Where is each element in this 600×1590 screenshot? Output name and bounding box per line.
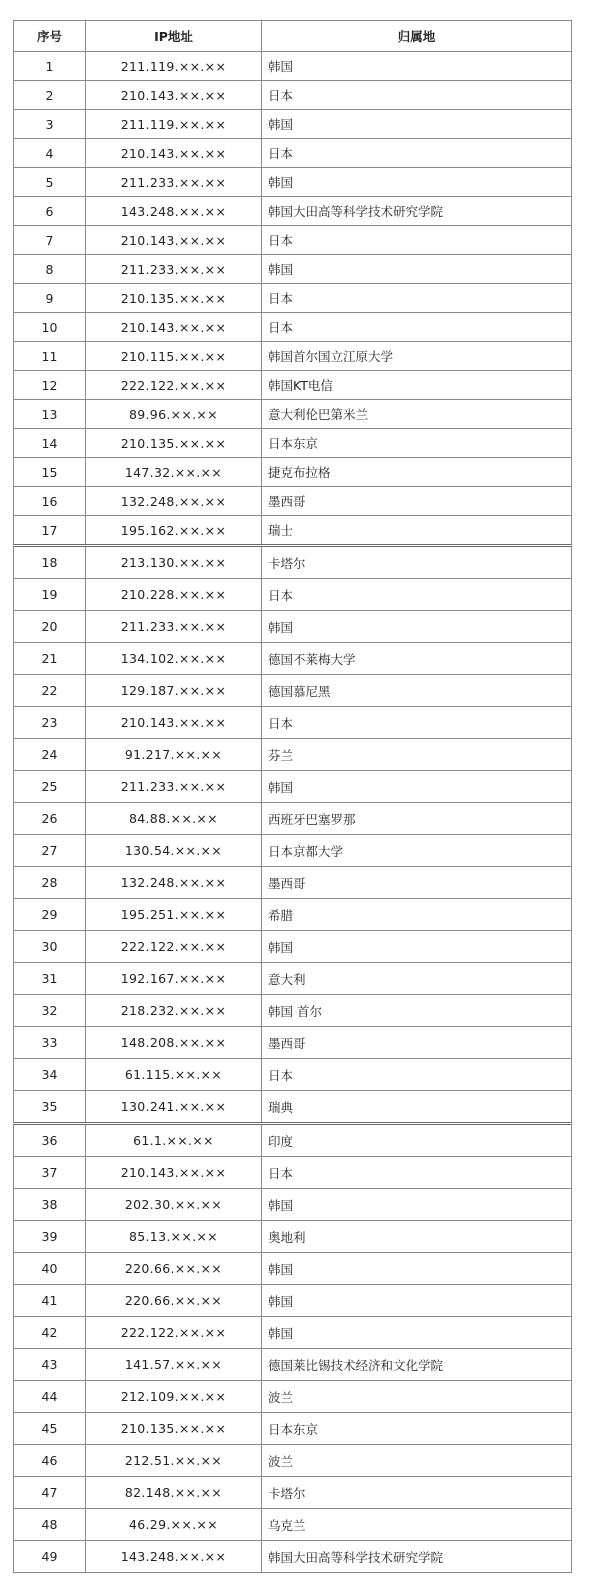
row-location: 印度 <box>262 1124 572 1157</box>
table-row <box>14 1285 572 1317</box>
header-row <box>14 21 572 52</box>
row-ip-address: 192.167.××.×× <box>86 963 262 995</box>
table-row <box>14 429 572 458</box>
row-location: 奥地利 <box>262 1221 572 1253</box>
row-serial-number: 1 <box>14 52 86 81</box>
table-row <box>14 739 572 771</box>
row-ip-address: 211.119.××.×× <box>86 52 262 81</box>
table-row <box>14 255 572 284</box>
table-row <box>14 1157 572 1189</box>
row-serial-number: 28 <box>14 867 86 899</box>
row-ip-address: 210.135.××.×× <box>86 284 262 313</box>
table-row <box>14 931 572 963</box>
table-row <box>14 707 572 739</box>
row-serial-number: 9 <box>14 284 86 313</box>
row-serial-number: 37 <box>14 1157 86 1189</box>
row-serial-number: 20 <box>14 611 86 643</box>
row-ip-address: 212.51.××.×× <box>86 1445 262 1477</box>
row-serial-number: 32 <box>14 995 86 1027</box>
row-ip-address: 46.29.××.×× <box>86 1509 262 1541</box>
row-location: 芬兰 <box>262 739 572 771</box>
row-serial-number: 38 <box>14 1189 86 1221</box>
row-ip-address: 84.88.××.×× <box>86 803 262 835</box>
header-location: 归属地 <box>262 21 572 52</box>
row-location: 瑞典 <box>262 1091 572 1124</box>
table-row <box>14 1509 572 1541</box>
row-serial-number: 45 <box>14 1413 86 1445</box>
row-ip-address: 147.32.××.×× <box>86 458 262 487</box>
table-row <box>14 611 572 643</box>
row-location: 日本京都大学 <box>262 835 572 867</box>
row-ip-address: 210.143.××.×× <box>86 226 262 255</box>
row-ip-address: 210.135.××.×× <box>86 429 262 458</box>
row-ip-address: 130.241.××.×× <box>86 1091 262 1124</box>
table-row <box>14 1541 572 1573</box>
row-location: 韩国 <box>262 931 572 963</box>
row-serial-number: 6 <box>14 197 86 226</box>
row-location: 希腊 <box>262 899 572 931</box>
row-ip-address: 132.248.××.×× <box>86 867 262 899</box>
row-ip-address: 134.102.××.×× <box>86 643 262 675</box>
row-location: 墨西哥 <box>262 867 572 899</box>
table-row <box>14 400 572 429</box>
row-serial-number: 34 <box>14 1059 86 1091</box>
row-serial-number: 12 <box>14 371 86 400</box>
row-serial-number: 39 <box>14 1221 86 1253</box>
row-serial-number: 41 <box>14 1285 86 1317</box>
row-location: 乌克兰 <box>262 1509 572 1541</box>
table-row <box>14 899 572 931</box>
table-row <box>14 1381 572 1413</box>
row-location: 韩国 <box>262 1253 572 1285</box>
row-location: 捷克布拉格 <box>262 458 572 487</box>
row-location: 日本 <box>262 579 572 611</box>
row-location: 日本 <box>262 1157 572 1189</box>
row-location: 德国慕尼黑 <box>262 675 572 707</box>
table-header <box>14 21 572 52</box>
row-serial-number: 26 <box>14 803 86 835</box>
row-location: 日本 <box>262 707 572 739</box>
table-row <box>14 1445 572 1477</box>
row-location: 西班牙巴塞罗那 <box>262 803 572 835</box>
row-location: 意大利 <box>262 963 572 995</box>
row-serial-number: 43 <box>14 1349 86 1381</box>
row-ip-address: 61.115.××.×× <box>86 1059 262 1091</box>
row-ip-address: 210.143.××.×× <box>86 81 262 110</box>
row-ip-address: 61.1.××.×× <box>86 1124 262 1157</box>
table-row <box>14 1027 572 1059</box>
row-ip-address: 143.248.××.×× <box>86 197 262 226</box>
row-serial-number: 36 <box>14 1124 86 1157</box>
row-location: 韩国 <box>262 771 572 803</box>
row-serial-number: 13 <box>14 400 86 429</box>
row-serial-number: 24 <box>14 739 86 771</box>
table-row <box>14 342 572 371</box>
row-ip-address: 89.96.××.×× <box>86 400 262 429</box>
row-location: 德国莱比锡技术经济和文化学院 <box>262 1349 572 1381</box>
table-row <box>14 1413 572 1445</box>
row-location: 韩国大田高等科学技术研究学院 <box>262 197 572 226</box>
row-ip-address: 141.57.××.×× <box>86 1349 262 1381</box>
row-serial-number: 15 <box>14 458 86 487</box>
row-serial-number: 49 <box>14 1541 86 1573</box>
row-serial-number: 5 <box>14 168 86 197</box>
table-row <box>14 803 572 835</box>
row-location: 韩国大田高等科学技术研究学院 <box>262 1541 572 1573</box>
row-ip-address: 222.122.××.×× <box>86 1317 262 1349</box>
row-location: 韩国 <box>262 168 572 197</box>
table-row <box>14 675 572 707</box>
row-location: 日本 <box>262 284 572 313</box>
row-serial-number: 4 <box>14 139 86 168</box>
table-row <box>14 110 572 139</box>
row-serial-number: 7 <box>14 226 86 255</box>
table-row <box>14 1477 572 1509</box>
row-ip-address: 212.109.××.×× <box>86 1381 262 1413</box>
row-location: 韩国KT电信 <box>262 371 572 400</box>
row-ip-address: 211.233.××.×× <box>86 611 262 643</box>
row-serial-number: 8 <box>14 255 86 284</box>
row-serial-number: 44 <box>14 1381 86 1413</box>
row-serial-number: 16 <box>14 487 86 516</box>
row-serial-number: 23 <box>14 707 86 739</box>
table-row <box>14 771 572 803</box>
row-location: 韩国 <box>262 1285 572 1317</box>
row-location: 波兰 <box>262 1381 572 1413</box>
table-body <box>14 52 572 1573</box>
table-row <box>14 168 572 197</box>
table-row <box>14 197 572 226</box>
table-row <box>14 139 572 168</box>
row-location: 韩国 <box>262 110 572 139</box>
header-serial-number: 序号 <box>14 21 86 52</box>
row-serial-number: 2 <box>14 81 86 110</box>
row-ip-address: 143.248.××.×× <box>86 1541 262 1573</box>
table-row <box>14 1221 572 1253</box>
row-ip-address: 210.143.××.×× <box>86 313 262 342</box>
row-ip-address: 195.251.××.×× <box>86 899 262 931</box>
row-location: 日本东京 <box>262 429 572 458</box>
row-location: 卡塔尔 <box>262 1477 572 1509</box>
row-ip-address: 222.122.××.×× <box>86 371 262 400</box>
row-ip-address: 220.66.××.×× <box>86 1285 262 1317</box>
table-row <box>14 516 572 546</box>
row-location: 日本 <box>262 1059 572 1091</box>
row-ip-address: 218.232.××.×× <box>86 995 262 1027</box>
row-ip-address: 210.143.××.×× <box>86 139 262 168</box>
table-row <box>14 1059 572 1091</box>
row-serial-number: 47 <box>14 1477 86 1509</box>
row-serial-number: 11 <box>14 342 86 371</box>
row-ip-address: 129.187.××.×× <box>86 675 262 707</box>
row-serial-number: 21 <box>14 643 86 675</box>
row-serial-number: 22 <box>14 675 86 707</box>
row-location: 墨西哥 <box>262 1027 572 1059</box>
row-serial-number: 33 <box>14 1027 86 1059</box>
row-ip-address: 148.208.××.×× <box>86 1027 262 1059</box>
row-location: 日本东京 <box>262 1413 572 1445</box>
row-location: 墨西哥 <box>262 487 572 516</box>
row-location: 日本 <box>262 313 572 342</box>
row-serial-number: 27 <box>14 835 86 867</box>
table-row <box>14 1317 572 1349</box>
table-row <box>14 579 572 611</box>
table-row <box>14 458 572 487</box>
row-ip-address: 211.119.××.×× <box>86 110 262 139</box>
row-ip-address: 210.115.××.×× <box>86 342 262 371</box>
table-row <box>14 313 572 342</box>
row-location: 日本 <box>262 226 572 255</box>
row-serial-number: 46 <box>14 1445 86 1477</box>
row-serial-number: 31 <box>14 963 86 995</box>
row-location: 瑞士 <box>262 516 572 546</box>
table-row <box>14 643 572 675</box>
table-row <box>14 226 572 255</box>
row-location: 波兰 <box>262 1445 572 1477</box>
table-row <box>14 1124 572 1157</box>
row-ip-address: 85.13.××.×× <box>86 1221 262 1253</box>
row-ip-address: 130.54.××.×× <box>86 835 262 867</box>
row-serial-number: 19 <box>14 579 86 611</box>
table-row <box>14 1189 572 1221</box>
row-serial-number: 30 <box>14 931 86 963</box>
table-row <box>14 1349 572 1381</box>
row-location: 韩国 首尔 <box>262 995 572 1027</box>
row-location: 日本 <box>262 81 572 110</box>
table-row <box>14 546 572 579</box>
row-ip-address: 220.66.××.×× <box>86 1253 262 1285</box>
row-serial-number: 48 <box>14 1509 86 1541</box>
row-ip-address: 210.143.××.×× <box>86 1157 262 1189</box>
table-row <box>14 1091 572 1124</box>
row-ip-address: 82.148.××.×× <box>86 1477 262 1509</box>
table-row <box>14 1253 572 1285</box>
table-row <box>14 371 572 400</box>
table-row <box>14 52 572 81</box>
table-row <box>14 963 572 995</box>
row-location: 卡塔尔 <box>262 546 572 579</box>
row-location: 韩国 <box>262 611 572 643</box>
row-serial-number: 3 <box>14 110 86 139</box>
row-serial-number: 10 <box>14 313 86 342</box>
header-ip-address: IP地址 <box>86 21 262 52</box>
row-ip-address: 210.135.××.×× <box>86 1413 262 1445</box>
row-location: 日本 <box>262 139 572 168</box>
row-location: 韩国 <box>262 1317 572 1349</box>
row-ip-address: 211.233.××.×× <box>86 255 262 284</box>
row-ip-address: 213.130.××.×× <box>86 546 262 579</box>
table-row <box>14 81 572 110</box>
row-serial-number: 35 <box>14 1091 86 1124</box>
table-row <box>14 835 572 867</box>
row-ip-address: 195.162.××.×× <box>86 516 262 546</box>
row-ip-address: 222.122.××.×× <box>86 931 262 963</box>
row-serial-number: 29 <box>14 899 86 931</box>
row-location: 意大利伦巴第米兰 <box>262 400 572 429</box>
row-location: 韩国 <box>262 255 572 284</box>
row-ip-address: 210.143.××.×× <box>86 707 262 739</box>
row-ip-address: 210.228.××.×× <box>86 579 262 611</box>
table-row <box>14 487 572 516</box>
row-location: 德国不莱梅大学 <box>262 643 572 675</box>
table-row <box>14 867 572 899</box>
row-serial-number: 42 <box>14 1317 86 1349</box>
row-location: 韩国 <box>262 1189 572 1221</box>
table-row <box>14 995 572 1027</box>
row-location: 韩国 <box>262 52 572 81</box>
row-ip-address: 91.217.××.×× <box>86 739 262 771</box>
row-serial-number: 18 <box>14 546 86 579</box>
row-serial-number: 17 <box>14 516 86 546</box>
row-serial-number: 14 <box>14 429 86 458</box>
row-ip-address: 132.248.××.×× <box>86 487 262 516</box>
row-ip-address: 211.233.××.×× <box>86 168 262 197</box>
row-ip-address: 202.30.××.×× <box>86 1189 262 1221</box>
table-row <box>14 284 572 313</box>
row-location: 韩国首尔国立江原大学 <box>262 342 572 371</box>
row-ip-address: 211.233.××.×× <box>86 771 262 803</box>
ip-address-table <box>13 20 572 1573</box>
row-serial-number: 40 <box>14 1253 86 1285</box>
row-serial-number: 25 <box>14 771 86 803</box>
